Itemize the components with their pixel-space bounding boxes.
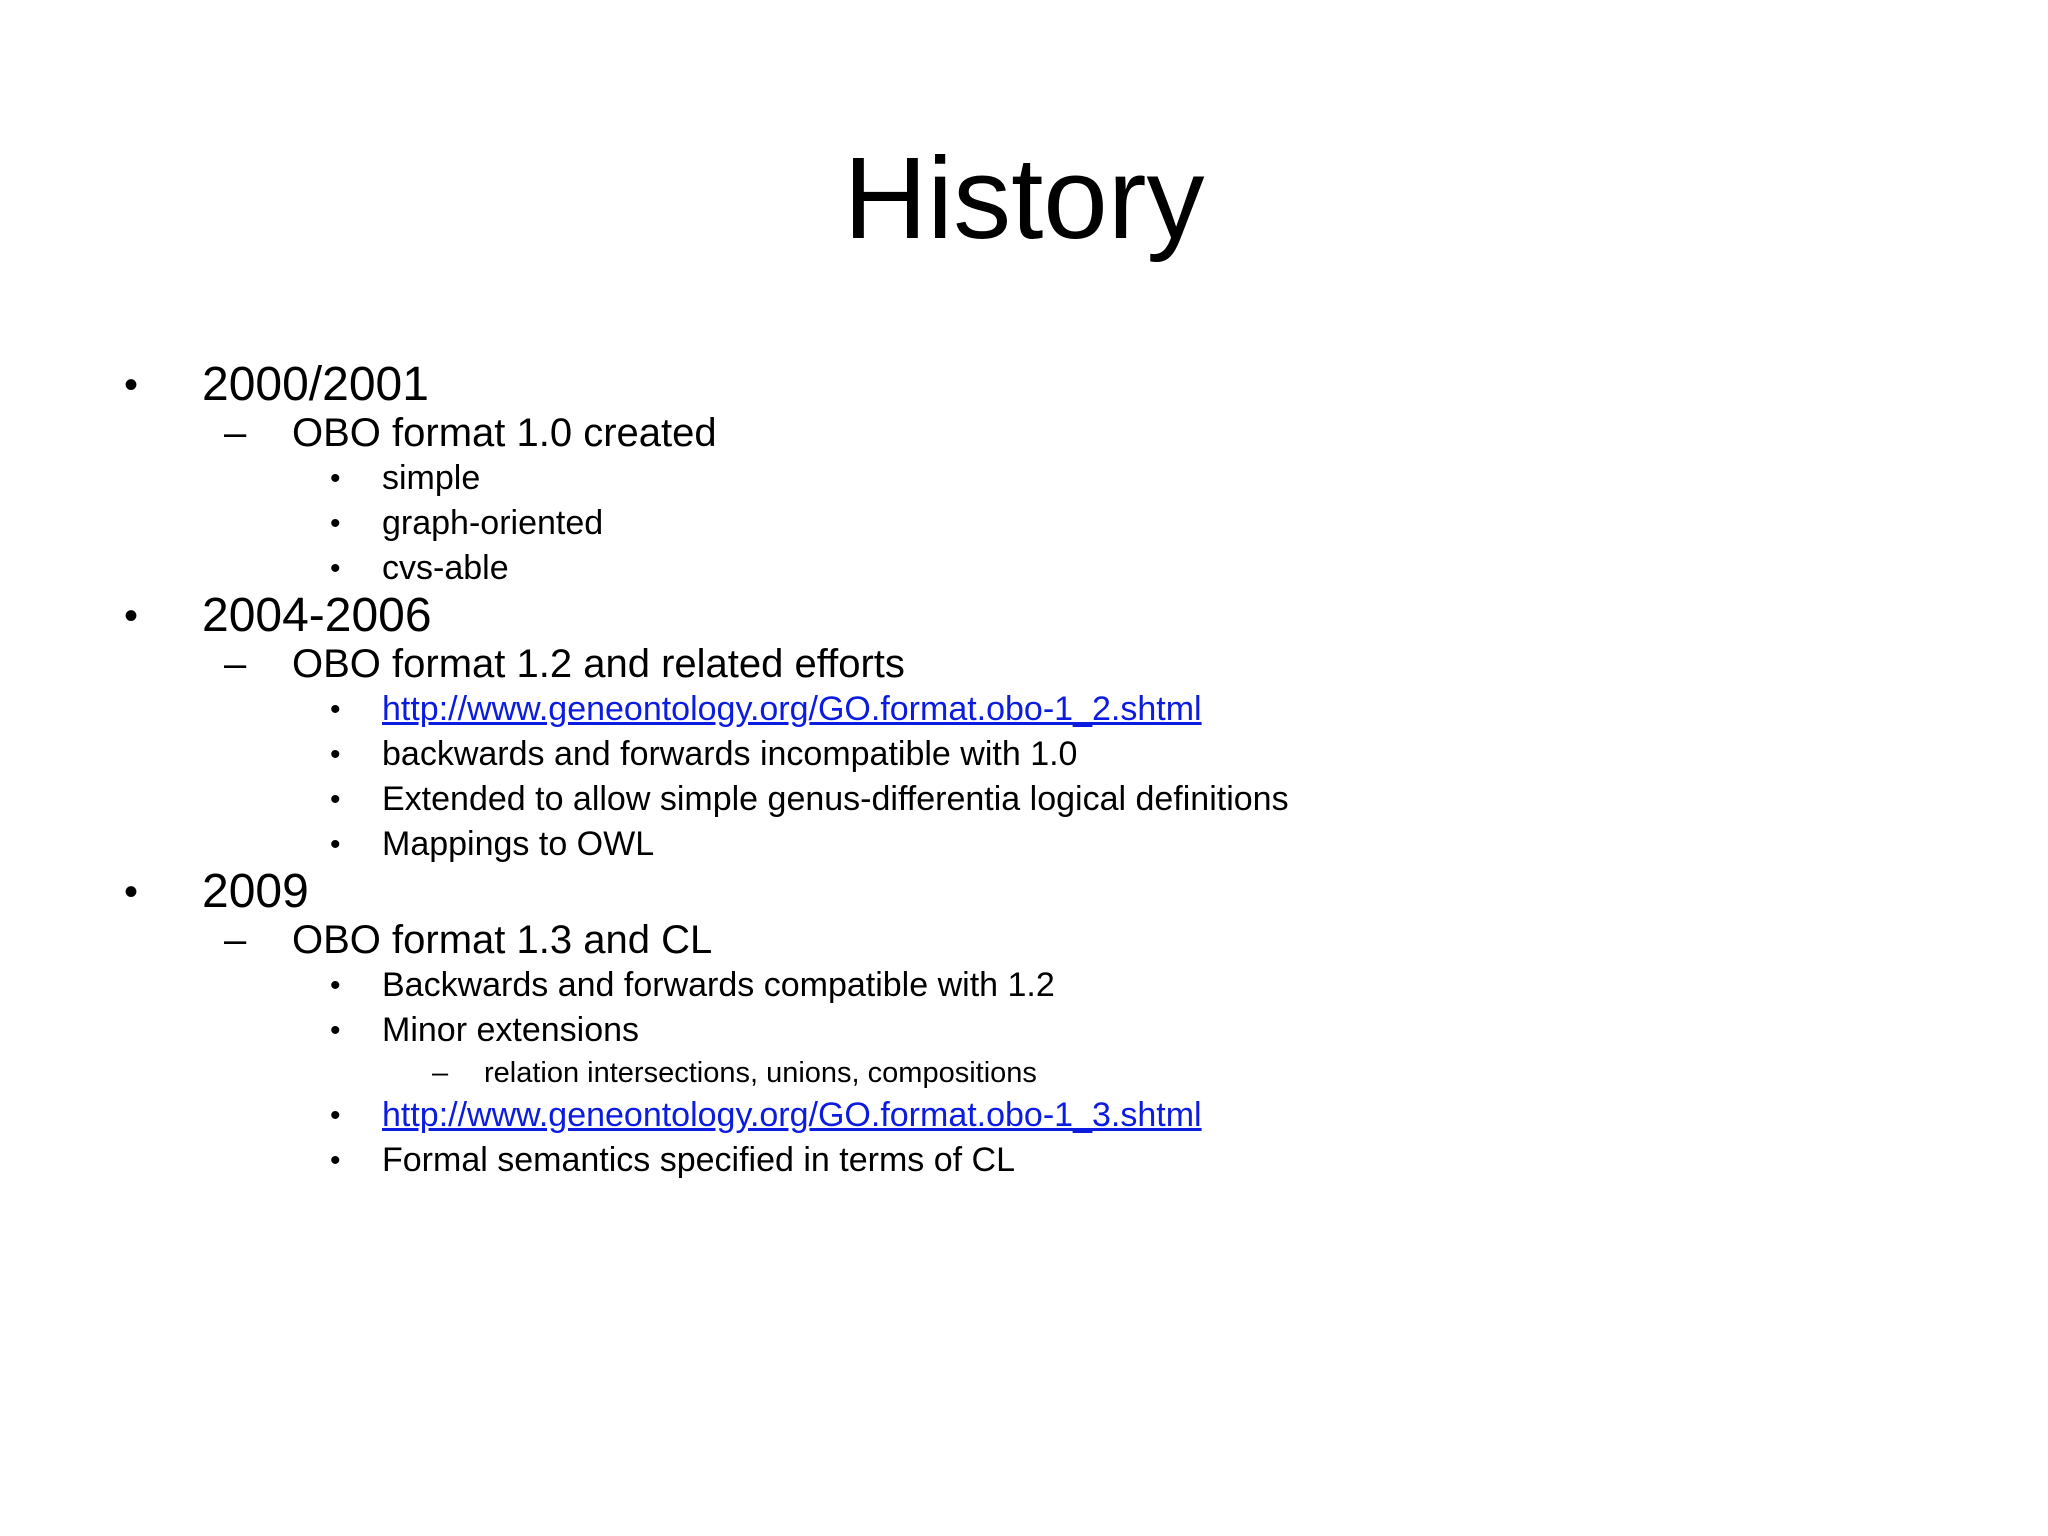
list-item: Minor extensions [382, 1011, 640, 1049]
bullet-level3 [0, 1093, 2048, 1138]
bullet-dash: – [224, 411, 247, 455]
bullet-dot: • [330, 969, 341, 1002]
list-item: simple [382, 459, 481, 497]
bullet-level3 [0, 546, 2048, 591]
bullet-dot: • [124, 594, 139, 638]
section-heading: 2004-2006 [202, 589, 432, 642]
bullet-dot: • [330, 693, 341, 726]
bullet-level3 [0, 1138, 2048, 1183]
bullet-level1-2004-2006 [0, 591, 2048, 641]
bullet-level3 [0, 822, 2048, 867]
bullet-dot: • [330, 1014, 341, 1047]
bullet-dot: • [330, 552, 341, 585]
bullet-level3 [0, 1008, 2048, 1053]
list-item: cvs-able [382, 549, 509, 587]
obo-1-3-link[interactable]: http://www.geneontology.org/GO.format.obo-1_3.shtml [382, 1096, 1202, 1134]
bullet-dash: – [224, 642, 247, 686]
list-item: graph-oriented [382, 504, 604, 542]
bullet-level3 [0, 777, 2048, 822]
list-item: backwards and forwards incompatible with 1.0 [382, 735, 1078, 773]
bullet-level3 [0, 963, 2048, 1008]
bullet-dot: • [330, 507, 341, 540]
bullet-level3 [0, 501, 2048, 546]
list-item: Mappings to OWL [382, 825, 655, 863]
bullet-list [0, 360, 2048, 1183]
bullet-level1-2000-2001 [0, 360, 2048, 410]
bullet-dot: • [330, 1099, 341, 1132]
list-item: Extended to allow simple genus-differentia logical definitions [382, 780, 1289, 818]
sub-heading: OBO format 1.3 and CL [292, 918, 713, 962]
bullet-dot: • [330, 738, 341, 771]
bullet-level2 [0, 917, 2048, 963]
bullet-level3 [0, 456, 2048, 501]
list-item: Formal semantics specified in terms of CL [382, 1141, 1015, 1179]
obo-1-2-link[interactable]: http://www.geneontology.org/GO.format.obo-1_2.shtml [382, 690, 1202, 728]
bullet-dot: • [124, 363, 139, 407]
list-item: Backwards and forwards compatible with 1.2 [382, 966, 1055, 1004]
bullet-level4 [0, 1053, 2048, 1093]
section-heading: 2000/2001 [202, 358, 429, 411]
sub-heading: OBO format 1.0 created [292, 411, 717, 455]
bullet-dash: – [432, 1057, 449, 1089]
sub-heading: OBO format 1.2 and related efforts [292, 642, 905, 686]
nested-item: relation intersections, unions, compositions [484, 1057, 1037, 1089]
bullet-dot: • [330, 828, 341, 861]
bullet-level3 [0, 732, 2048, 777]
bullet-dot: • [124, 870, 139, 914]
bullet-dot: • [330, 1144, 341, 1177]
slide-title: History [843, 133, 1205, 263]
bullet-dash: – [224, 918, 247, 962]
bullet-level2 [0, 410, 2048, 456]
bullet-level3 [0, 687, 2048, 732]
bullet-level2 [0, 641, 2048, 687]
section-heading: 2009 [202, 865, 309, 918]
bullet-dot: • [330, 462, 341, 495]
bullet-level1-2009 [0, 867, 2048, 917]
bullet-dot: • [330, 783, 341, 816]
